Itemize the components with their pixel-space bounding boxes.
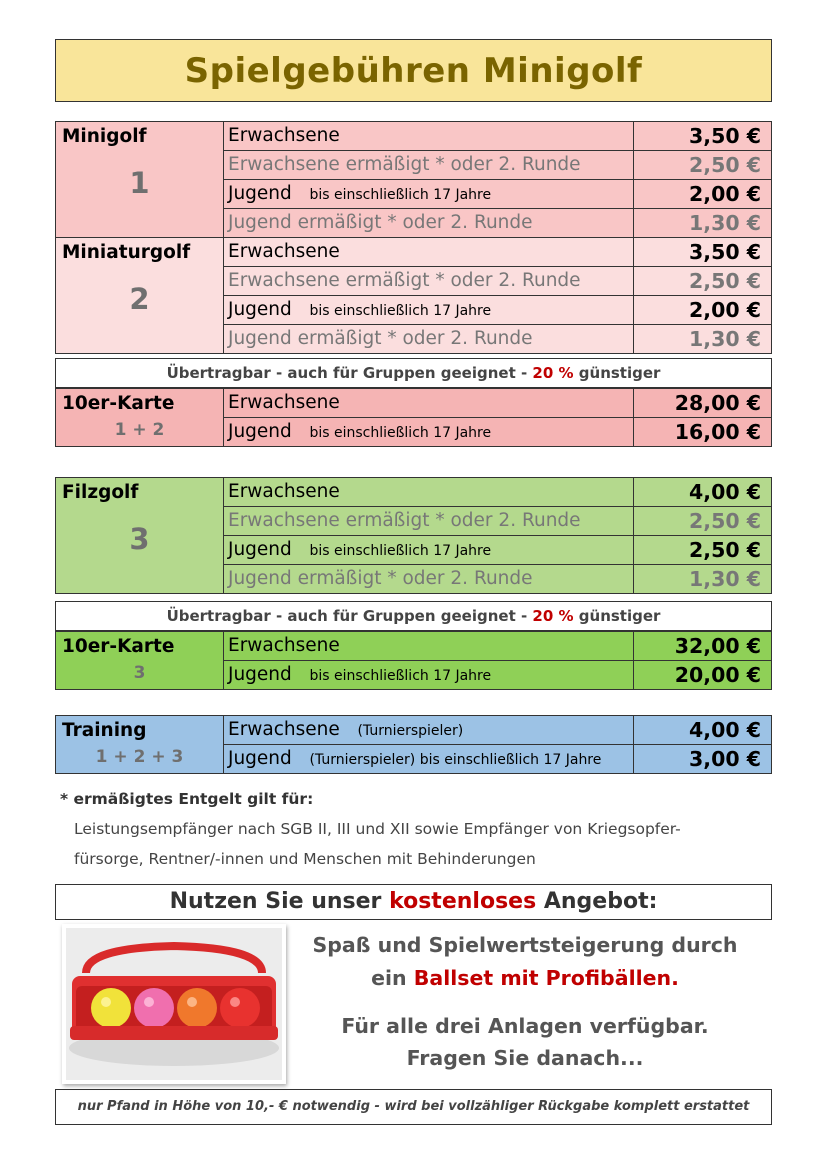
- table-row: [56, 122, 772, 151]
- category-subtitle: 1 + 2 + 3: [95, 747, 184, 767]
- category-cell: [56, 389, 224, 447]
- table-row: [56, 389, 772, 418]
- type-label: Erwachsene ermäßigt * oder 2. Runde: [224, 267, 634, 296]
- type-label: Erwachsene ermäßigt * oder 2. Runde: [224, 507, 634, 536]
- offer-line-cta: Fragen Sie danach...: [406, 1046, 644, 1070]
- footnote-line: Leistungsempfänger nach SGB II, III und XII sowie Empfänger von Kriegsopfer-: [74, 820, 681, 838]
- price: 1,30 €: [634, 565, 772, 594]
- offer-heading-post: Angebot:: [536, 889, 658, 914]
- category-number: 3: [129, 522, 150, 556]
- price: 32,00 €: [634, 632, 772, 661]
- offer-line-pre: ein: [371, 966, 414, 990]
- type-sub: bis einschließlich 17 Jahre: [309, 186, 492, 203]
- price: 2,50 €: [634, 151, 772, 180]
- category-name: Minigolf: [62, 126, 147, 147]
- offer-heading: [55, 884, 772, 920]
- category-name: 10er-Karte: [62, 636, 175, 657]
- type-sub: bis einschließlich 17 Jahre: [309, 424, 492, 441]
- type-label: Jugend ermäßigt * oder 2. Runde: [224, 565, 634, 594]
- table-row: [56, 716, 772, 745]
- page-title: Spielgebühren Minigolf: [184, 50, 643, 91]
- type-label: Erwachsene ermäßigt * oder 2. Runde: [224, 151, 634, 180]
- category-number: 2: [129, 282, 150, 316]
- transfer-note-post: günstiger: [573, 364, 661, 382]
- type-sub: bis einschließlich 17 Jahre: [309, 667, 492, 684]
- price-table-training: [55, 715, 772, 774]
- type-main: Erwachsene: [228, 718, 340, 740]
- type-main: Jugend: [228, 747, 292, 769]
- type-sub: (Turnierspieler): [357, 722, 464, 739]
- offer-heading-highlight: kostenloses: [389, 889, 537, 914]
- type-sub: (Turnierspieler) bis einschließlich 17 Jahre: [309, 751, 602, 768]
- offer-line: [300, 966, 750, 990]
- footnote: [60, 790, 681, 868]
- type-label: [224, 745, 634, 774]
- offer-line: Für alle drei Anlagen verfügbar.: [341, 1014, 709, 1038]
- type-label: [224, 536, 634, 565]
- deposit-note: nur Pfand in Höhe von 10,- € notwendig - wird bei vollzähliger Rückgabe komplett erstattet: [55, 1089, 772, 1125]
- price-table-minigolf: [55, 121, 772, 354]
- table-row: [56, 238, 772, 267]
- category-name: Filzgolf: [62, 482, 139, 503]
- type-label: Erwachsene: [224, 238, 634, 267]
- table-row: [56, 632, 772, 661]
- type-label: Jugend ermäßigt * oder 2. Runde: [224, 209, 634, 238]
- price: 4,00 €: [634, 716, 772, 745]
- offer-heading-pre: Nutzen Sie unser: [169, 889, 390, 914]
- transfer-note-post: günstiger: [573, 607, 661, 625]
- type-main: Jugend: [228, 298, 292, 320]
- transfer-note: [55, 358, 772, 388]
- ballset-image: [66, 928, 282, 1080]
- price: 1,30 €: [634, 325, 772, 354]
- offer-line-highlight: Ballset mit Profibällen.: [413, 966, 679, 990]
- footnote-line: fürsorge, Rentner/-innen und Menschen mit Behinderungen: [74, 850, 536, 868]
- type-main: Jugend: [228, 663, 292, 685]
- category-name: Training: [62, 720, 147, 741]
- type-sub: bis einschließlich 17 Jahre: [309, 302, 492, 319]
- price: 1,30 €: [634, 209, 772, 238]
- footnote-heading: * ermäßigtes Entgelt gilt für:: [60, 790, 314, 808]
- type-label: [224, 661, 634, 690]
- price-table-filzgolf: [55, 477, 772, 594]
- transfer-note-pre: Übertragbar - auch für Gruppen geeignet -: [166, 607, 533, 625]
- price: 2,50 €: [634, 267, 772, 296]
- price: 28,00 €: [634, 389, 772, 418]
- price: 3,50 €: [634, 122, 772, 151]
- category-cell: [56, 632, 224, 690]
- price: 2,50 €: [634, 507, 772, 536]
- title-box: [55, 39, 772, 102]
- price: 20,00 €: [634, 661, 772, 690]
- category-subtitle: 1 + 2: [114, 420, 165, 440]
- type-label: Jugend ermäßigt * oder 2. Runde: [224, 325, 634, 354]
- type-label: [224, 418, 634, 447]
- price: 2,00 €: [634, 296, 772, 325]
- category-number: 1: [129, 166, 150, 200]
- table-row: [56, 478, 772, 507]
- price: 3,50 €: [634, 238, 772, 267]
- type-main: Jugend: [228, 538, 292, 560]
- type-label: Erwachsene: [224, 122, 634, 151]
- type-label: Erwachsene: [224, 632, 634, 661]
- type-main: Jugend: [228, 182, 292, 204]
- transfer-note-pct: 20 %: [532, 364, 574, 382]
- transfer-note-pct: 20 %: [532, 607, 574, 625]
- type-label: [224, 716, 634, 745]
- transfer-note: [55, 601, 772, 631]
- category-cell: [56, 478, 224, 594]
- transfer-note-pre: Übertragbar - auch für Gruppen geeignet -: [166, 364, 533, 382]
- type-label: [224, 296, 634, 325]
- type-sub: bis einschließlich 17 Jahre: [309, 542, 492, 559]
- price: 2,50 €: [634, 536, 772, 565]
- price: 3,00 €: [634, 745, 772, 774]
- price-table-10er-karte-12: [55, 388, 772, 447]
- category-subtitle: 3: [133, 663, 146, 683]
- type-label: [224, 180, 634, 209]
- category-name: 10er-Karte: [62, 393, 175, 414]
- price-table-10er-karte-3: [55, 631, 772, 690]
- ballset-photo: [62, 924, 286, 1084]
- offer-line: Spaß und Spielwertsteigerung durch: [312, 933, 738, 957]
- price: 4,00 €: [634, 478, 772, 507]
- category-name: Miniaturgolf: [62, 242, 191, 263]
- category-cell: [56, 122, 224, 238]
- price: 16,00 €: [634, 418, 772, 447]
- category-cell: [56, 238, 224, 354]
- type-label: Erwachsene: [224, 389, 634, 418]
- category-cell: [56, 716, 224, 774]
- type-main: Jugend: [228, 420, 292, 442]
- price: 2,00 €: [634, 180, 772, 209]
- type-label: Erwachsene: [224, 478, 634, 507]
